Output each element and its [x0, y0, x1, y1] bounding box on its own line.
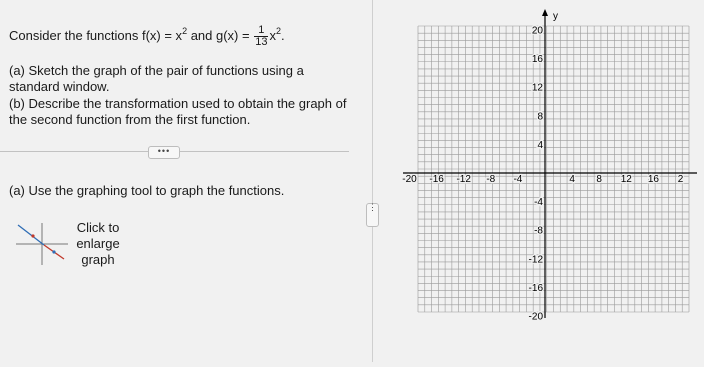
x-tick-label: 2 [677, 174, 684, 185]
expand-more-button[interactable]: ••• [148, 146, 180, 159]
part-a-text: (a) Sketch the graph of the pair of functions using a standard window. [9, 63, 304, 94]
prompt-period: . [280, 27, 285, 43]
question-prompt [9, 25, 285, 48]
g-numerator: 1 [254, 25, 268, 37]
y-axis-arrow-icon [542, 9, 548, 16]
and-text: and [187, 27, 216, 43]
x-tick-label: -20 [402, 174, 417, 185]
g-variable: x [269, 27, 276, 43]
part-a-instruction: (a) Use the graphing tool to graph the functions. [9, 183, 285, 198]
grid-lines [418, 26, 689, 312]
f-exponent: 2 [182, 25, 188, 36]
g-definition: g(x) = [216, 27, 254, 43]
x-tick-label: 12 [620, 174, 632, 185]
enlarge-line-3: graph [81, 252, 115, 267]
x-tick-label: 16 [647, 174, 659, 185]
graph-thumbnail-icon[interactable] [14, 219, 70, 269]
x-tick-label: 8 [596, 174, 602, 185]
panel-resize-handle[interactable]: ⋮ [366, 203, 379, 227]
x-tick-label: 4 [569, 174, 575, 185]
axes [403, 9, 697, 318]
y-tick-label: -16 [528, 282, 543, 294]
y-tick-label: 16 [531, 54, 543, 66]
enlarge-graph-button[interactable] [68, 220, 128, 268]
prompt-text: Consider the functions [9, 27, 142, 43]
y-tick-label: -20 [528, 311, 543, 323]
y-tick-label: 20 [531, 25, 543, 37]
x-tick-label: -16 [429, 174, 444, 185]
x-tick-label: -12 [456, 174, 471, 185]
x-tick-label: -4 [513, 174, 523, 185]
y-tick-label: 12 [531, 82, 543, 94]
g-exponent: 2 [275, 25, 281, 36]
y-tick-label: -12 [528, 254, 543, 266]
y-tick-label: -8 [534, 225, 543, 237]
graph-panel [373, 0, 704, 362]
enlarge-line-1: Click to [76, 220, 120, 235]
enlarge-line-2: enlarge [76, 236, 120, 251]
f-definition: f(x) = x [141, 27, 183, 43]
y-axis-label: y [553, 11, 558, 22]
coordinate-grid[interactable] [373, 0, 704, 362]
y-tick-label: 4 [537, 139, 543, 151]
y-tick-label: -4 [534, 197, 543, 209]
g-denominator: 13 [255, 36, 268, 48]
x-tick-label: -8 [486, 174, 496, 185]
y-tick-label: 8 [537, 111, 543, 123]
g-fraction [254, 25, 268, 48]
part-b-text: (b) Describe the transformation used to obtain the graph of the second function from the first function. [9, 96, 347, 127]
